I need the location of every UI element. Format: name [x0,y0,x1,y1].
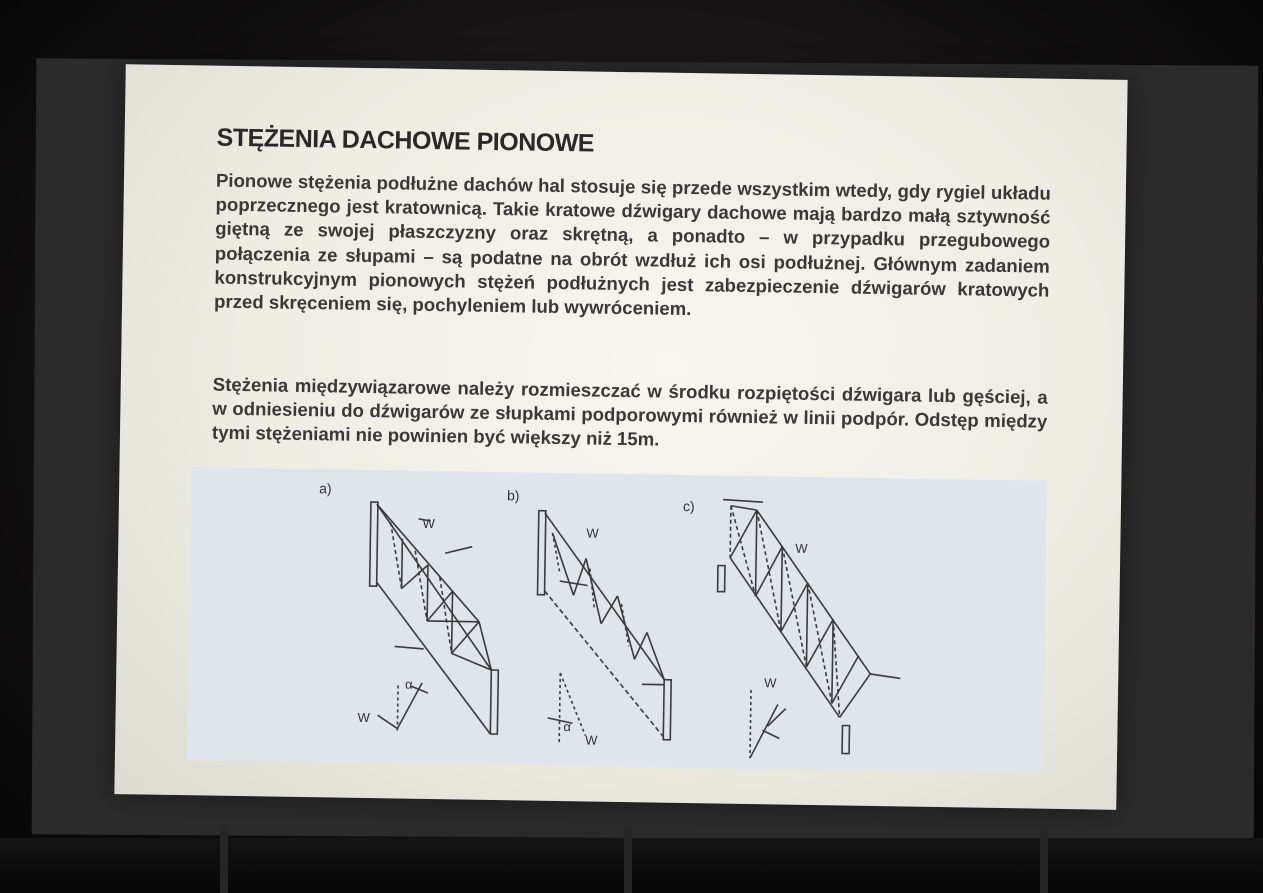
angle-label-a: α [404,676,413,692]
stage-post [624,826,632,893]
load-label-a-detail: W [357,709,370,726]
panel-c-label: c) [682,497,695,515]
stage-post [220,826,228,893]
load-label-b-detail: W [585,732,598,748]
truss-diagram-b [535,511,674,748]
truss-bracing-figure [187,467,1047,773]
load-label-c-detail: W [764,675,777,691]
slide-paragraph-1: Pionowe stężenia podłużne dachów hal stosuje się przede wszystkim wtedy, gdy rygiel układu poprzecznego jest kratownicą. Takie kratowe dźwigary dachowe mają bardzo małą sztywność giętną ze swojej płaszczyzny oraz skrętną, a ponadto – w przypadku przegubowego połączenia ze słupami – są podatne na obrót wzdłuż ich osi podłużnej. Głównym zadaniem konstrukcyjnym pionowych stężeń podłużnych jest zabezpieczenie dźwigarów kratowych przed skręceniem się, pochyleniem lub wywróceniem. [213,169,1052,320]
stage-post [1040,826,1048,893]
presentation-slide [114,64,1127,810]
slide-title: STĘŻENIA DACHOWE PIONOWE [216,123,595,158]
truss-diagrams-svg [187,467,1047,773]
angle-label-b: α [563,719,572,735]
slide-paragraph-2: Stężenia międzywiązarowe należy rozmieszczać w środku rozpiętości dźwigara lub gęściej, a w odniesieniu do dźwigarów ze słupkami podporowymi również w linii podpór. Odstęp między tymi stężeniami nie powinien być większy niż 15m. [211,373,1048,451]
load-label-b: W [586,525,599,541]
truss-diagram-a [367,502,501,734]
panel-b-label: b) [506,487,520,504]
truss-diagram-c [715,500,903,761]
panel-a-label: a) [319,480,332,497]
load-label-a: W [422,515,436,532]
load-label-c: W [795,540,808,556]
